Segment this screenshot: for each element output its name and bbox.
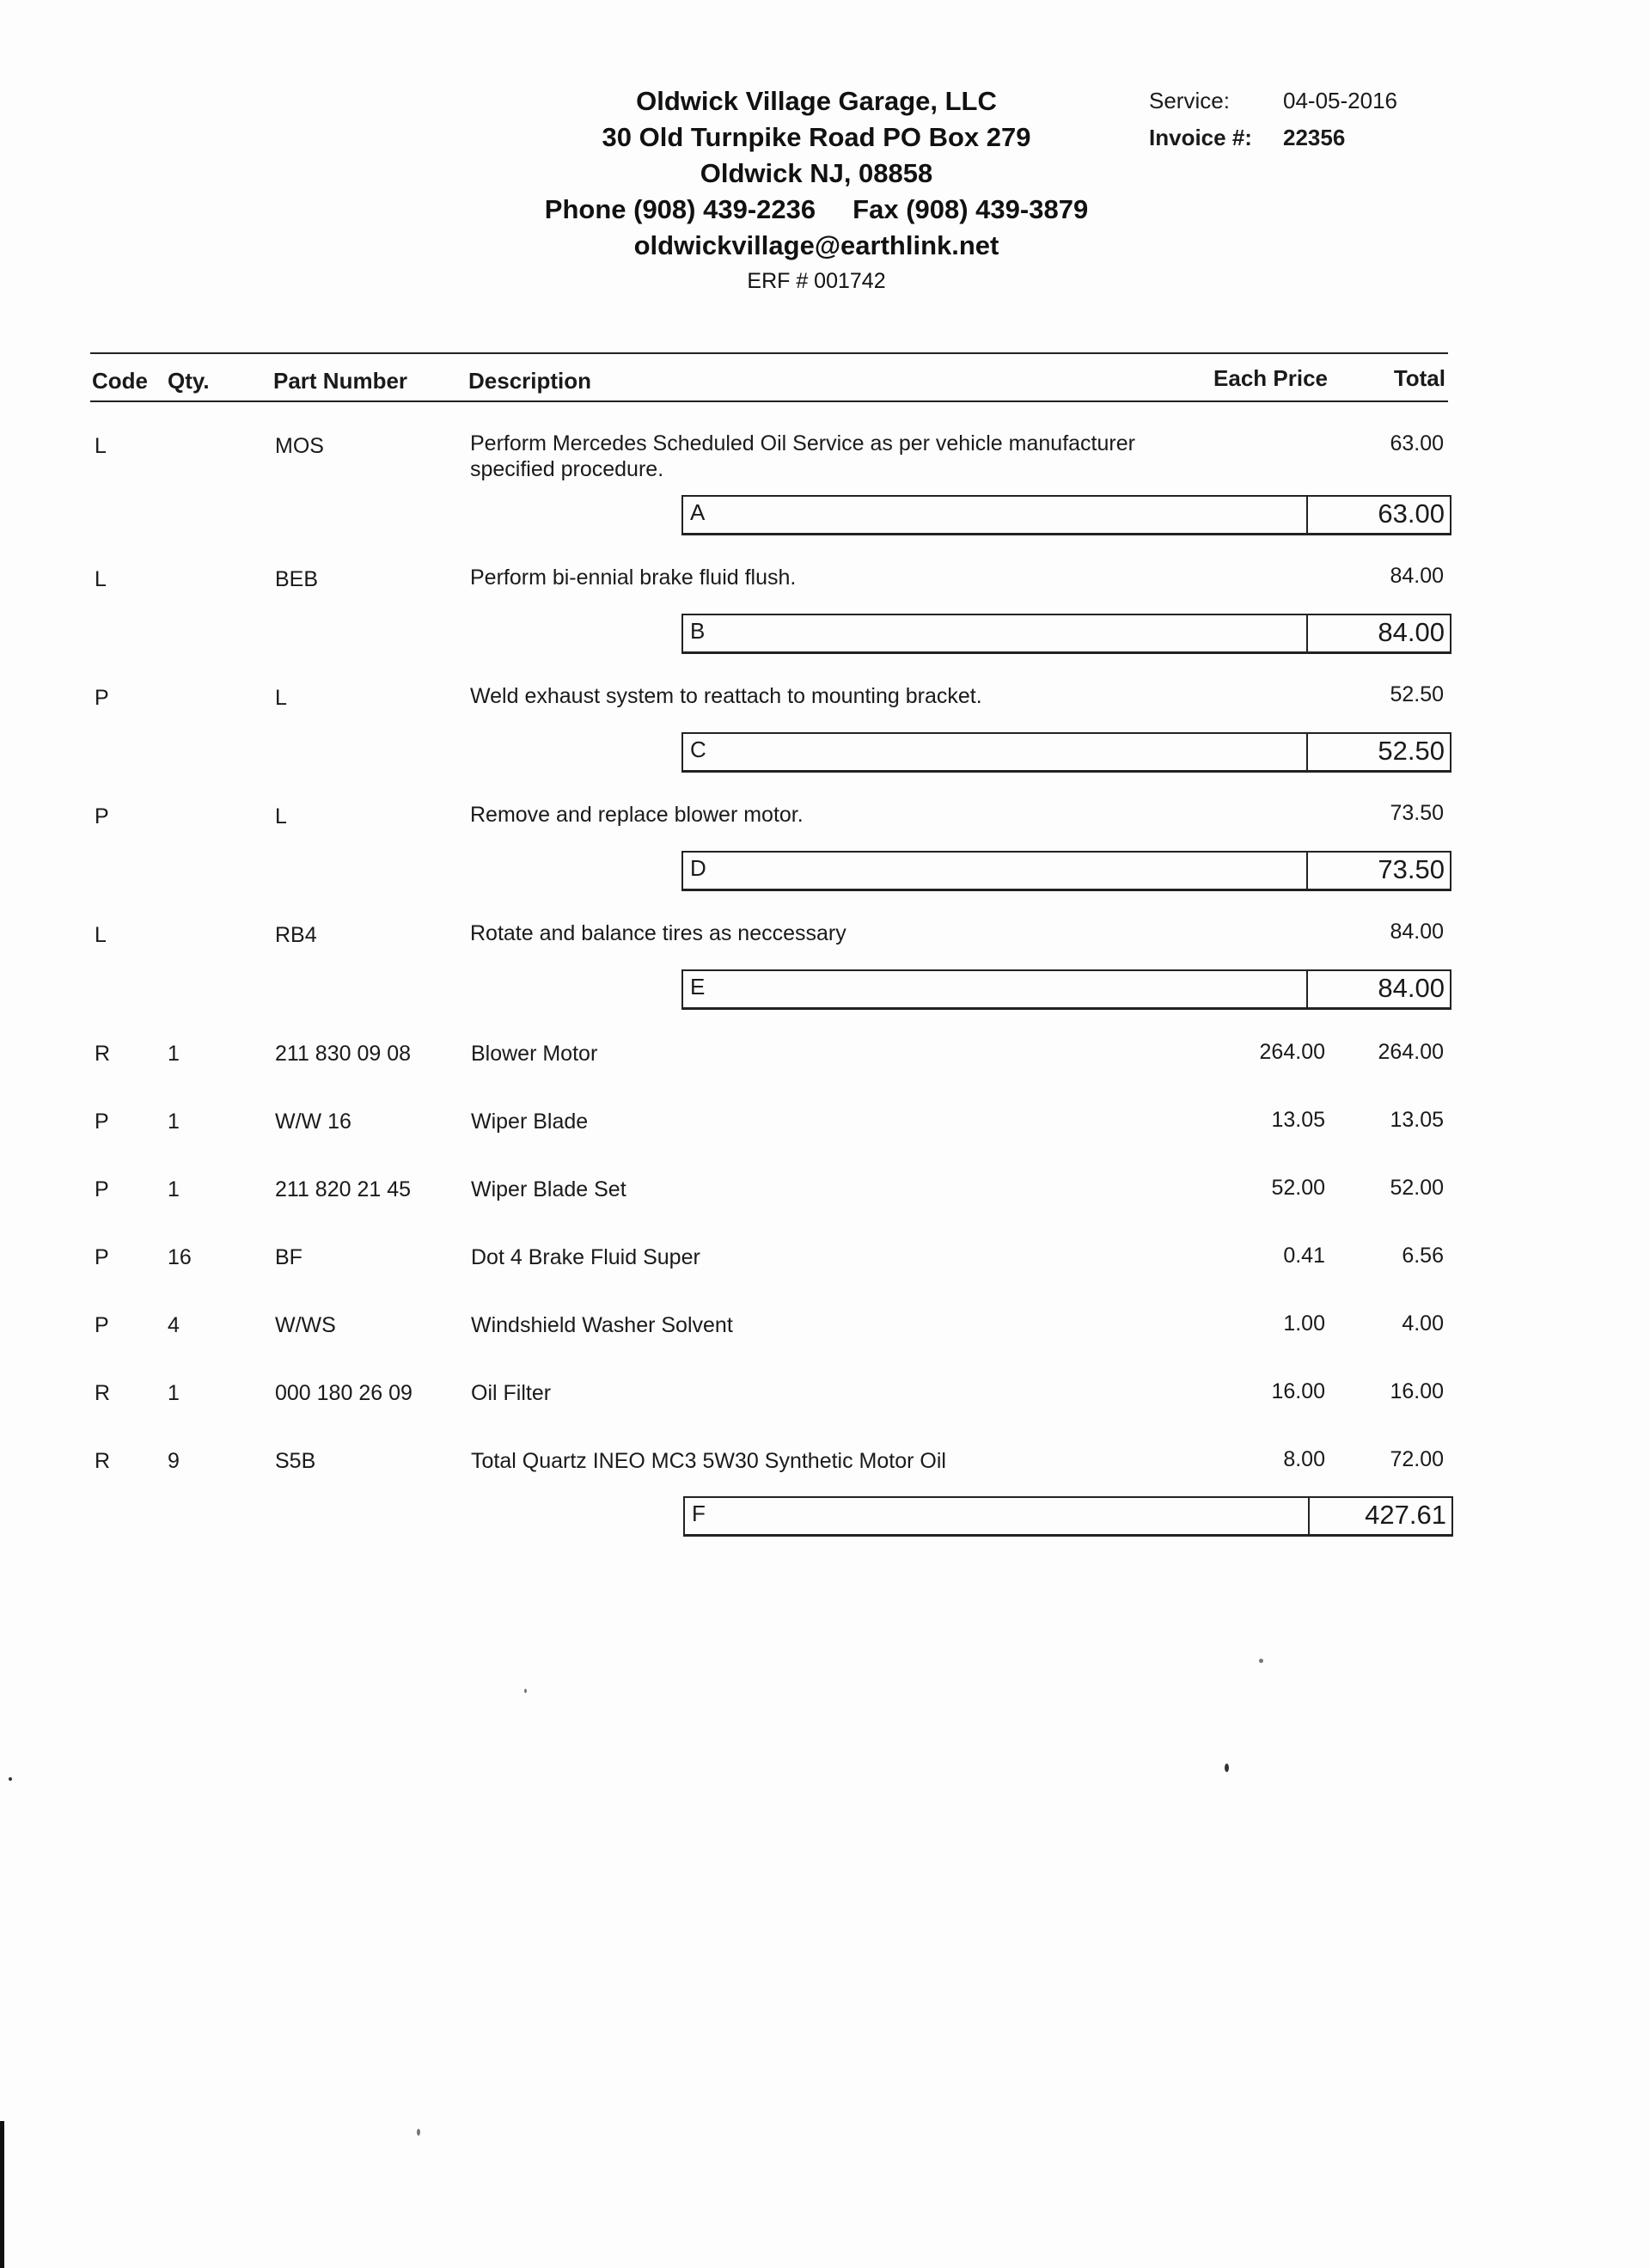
item-description: Perform bi-ennial brake fluid flush. [470,565,797,590]
box-divider [1306,734,1308,770]
invoice-number: 22356 [1283,125,1346,150]
item-part-number: MOS [275,434,324,458]
subtotal-box [681,495,1451,535]
invoice-label: Invoice #: [1149,125,1252,150]
item-part-number: 000 180 26 09 [275,1381,412,1405]
subtotal-amount: 84.00 [1378,973,1445,1003]
subtotal-letter: D [690,855,706,881]
subtotal-amount: 63.00 [1378,498,1445,529]
col-description: Description [468,368,592,394]
item-code: P [95,686,109,710]
item-code: R [95,1042,111,1066]
item-qty: 4 [168,1313,180,1337]
item-qty: 1 [168,1381,180,1405]
item-description: Total Quartz INEO MC3 5W30 Synthetic Motor Oil [471,1449,946,1473]
col-code: Code [92,368,148,394]
item-qty: 1 [168,1110,180,1134]
item-description: Oil Filter [471,1381,552,1405]
item-part-number: BEB [275,567,319,591]
item-each-price: 13.05 [1271,1108,1325,1132]
item-code: P [95,804,109,828]
company-name: Oldwick Village Garage, LLC [636,86,997,116]
item-code: R [95,1381,111,1405]
header-top-rule [90,352,1448,354]
subtotal-letter: B [690,618,706,644]
service-date: 04-05-2016 [1283,88,1397,113]
item-code: P [95,1245,109,1269]
item-each-price: 8.00 [1283,1447,1325,1471]
item-description: Wiper Blade [471,1110,589,1134]
item-each-price: 16.00 [1271,1379,1325,1403]
item-each-price: 52.00 [1271,1176,1325,1200]
item-part-number: 211 830 09 08 [275,1042,412,1066]
scan-speck [9,1777,12,1781]
scan-speck [524,1689,527,1693]
item-description: Weld exhaust system to reattach to mounting bracket. [470,684,982,708]
item-description: Remove and replace blower motor. [470,803,804,827]
item-code: L [95,567,107,591]
box-divider [1306,615,1308,651]
subtotal-letter: A [690,499,706,525]
item-total: 13.05 [1390,1108,1444,1132]
item-code: L [95,434,107,458]
parts-total-box [683,1496,1453,1537]
scan-speck [1259,1659,1263,1663]
item-part-number: S5B [275,1449,316,1473]
item-total: 73.50 [1390,801,1444,825]
item-qty: 1 [168,1042,180,1066]
scan-speck [417,2129,420,2136]
scan-speck [1225,1764,1229,1772]
company-address-line2: Oldwick NJ, 08858 [700,158,933,188]
service-label: Service: [1149,88,1230,113]
item-code: L [95,923,107,947]
col-each-price: Each Price [1213,365,1328,391]
item-part-number: L [275,804,287,828]
item-total: 6.56 [1402,1244,1444,1268]
item-part-number: W/WS [275,1313,336,1337]
item-part-number: W/W 16 [275,1110,351,1134]
company-address-line1: 30 Old Turnpike Road PO Box 279 [602,122,1031,152]
item-description: Dot 4 Brake Fluid Super [471,1245,700,1269]
item-each-price: 1.00 [1283,1311,1325,1336]
parts-total-amount: 427.61 [1365,1500,1446,1530]
col-qty: Qty. [168,368,210,394]
item-each-price: 264.00 [1259,1040,1325,1064]
item-description: Windshield Washer Solvent [471,1313,733,1337]
box-divider [1306,853,1308,889]
item-total: 16.00 [1390,1379,1444,1403]
item-qty: 9 [168,1449,180,1473]
box-divider [1308,1498,1310,1534]
item-total: 63.00 [1390,431,1444,455]
subtotal-amount: 73.50 [1378,854,1445,884]
company-phone-fax: Phone (908) 439-2236 Fax (908) 439-3879 [544,194,1089,224]
item-code: P [95,1110,109,1134]
item-part-number: BF [275,1245,302,1269]
subtotal-box [681,614,1451,654]
box-divider [1306,497,1308,533]
company-email: oldwickvillage@earthlink.net [633,230,999,260]
item-qty: 16 [168,1245,192,1269]
item-total: 4.00 [1402,1311,1444,1336]
header-bottom-rule [90,400,1448,402]
subtotal-amount: 52.50 [1378,736,1445,766]
subtotal-amount: 84.00 [1378,617,1445,647]
subtotal-letter: C [690,737,706,762]
subtotal-box [681,732,1451,773]
item-description-cont: specified procedure. [470,457,664,481]
item-code: P [95,1177,109,1201]
item-total: 52.50 [1390,682,1444,706]
item-description: Blower Motor [471,1042,598,1066]
parts-total-letter: F [692,1501,706,1526]
item-total: 52.00 [1390,1176,1444,1200]
item-qty: 1 [168,1177,180,1201]
item-total: 84.00 [1390,920,1444,944]
item-total: 72.00 [1390,1447,1444,1471]
erf-number: ERF # 001742 [747,269,886,293]
subtotal-letter: E [690,974,706,1000]
item-part-number: 211 820 21 45 [275,1177,412,1201]
item-part-number: RB4 [275,923,317,947]
item-total: 264.00 [1378,1040,1444,1064]
item-total: 84.00 [1390,564,1444,588]
col-part-number: Part Number [273,368,408,394]
scan-edge-bar [0,2121,4,2268]
item-description: Wiper Blade Set [471,1177,626,1201]
item-code: R [95,1449,111,1473]
item-description: Rotate and balance tires as neccessary [470,921,846,945]
item-part-number: L [275,686,287,710]
item-description: Perform Mercedes Scheduled Oil Service as per vehicle manufacturer [470,431,1135,455]
item-each-price: 0.41 [1283,1244,1325,1268]
subtotal-box [681,969,1451,1010]
item-code: P [95,1313,109,1337]
box-divider [1306,971,1308,1007]
subtotal-box [681,851,1451,891]
col-total: Total [1393,365,1445,391]
